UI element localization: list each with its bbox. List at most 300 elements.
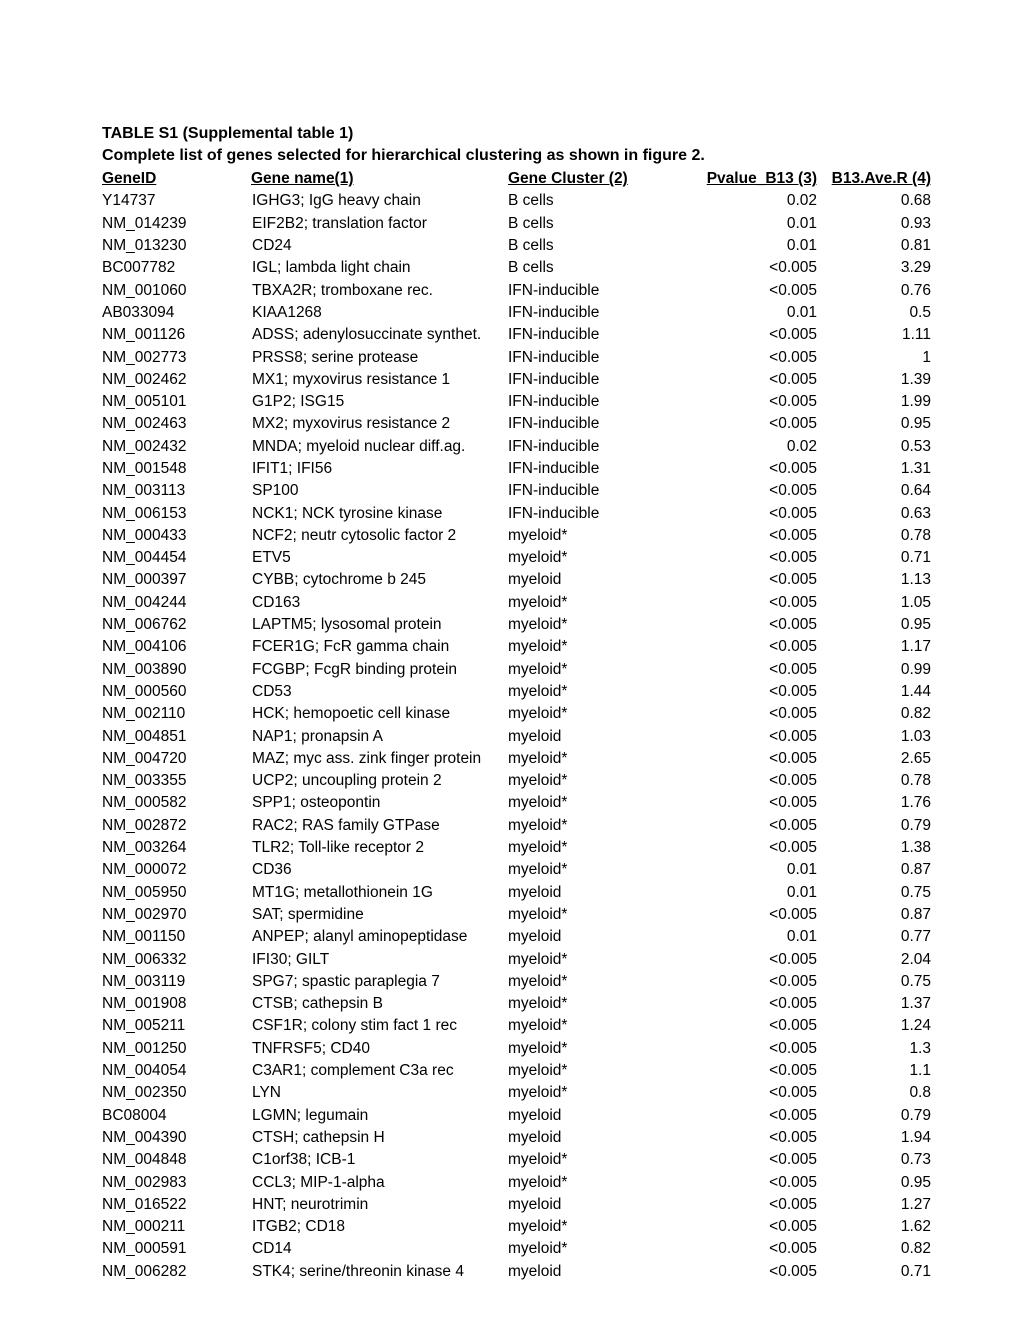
cell-pvalue: 0.01 (786, 861, 817, 879)
table-row (101, 1149, 932, 1171)
cell-gene-name: SPP1; osteopontin (252, 794, 381, 812)
cell-gene-name: PRSS8; serine protease (252, 348, 419, 366)
cell-gene-name: IGHG3; IgG heavy chain (252, 192, 421, 210)
cell-gene-id: NM_003264 (102, 839, 187, 857)
cell-gene-cluster: myeloid* (508, 1218, 568, 1236)
cell-pvalue: <0.005 (769, 593, 817, 611)
cell-ave-r: 0.82 (900, 1240, 931, 1258)
cell-gene-id: NM_004244 (102, 593, 187, 611)
cell-gene-id: NM_002983 (102, 1173, 187, 1191)
cell-gene-cluster: IFN-inducible (508, 303, 600, 321)
cell-gene-cluster: IFN-inducible (508, 504, 600, 522)
cell-gene-id: NM_014239 (102, 214, 187, 232)
cell-gene-id: NM_001060 (102, 281, 187, 299)
cell-gene-cluster: myeloid (508, 1195, 562, 1213)
cell-pvalue: <0.005 (769, 504, 817, 522)
table-row (101, 480, 932, 502)
header-gene-id: GeneID (102, 170, 157, 188)
cell-gene-cluster: myeloid* (508, 861, 568, 879)
cell-ave-r: 1.1 (909, 1062, 931, 1080)
cell-pvalue: <0.005 (769, 1106, 817, 1124)
cell-gene-id: NM_001908 (102, 995, 187, 1013)
table-row (101, 569, 932, 591)
cell-gene-name: CTSH; cathepsin H (252, 1128, 385, 1146)
cell-pvalue: <0.005 (769, 950, 817, 968)
cell-gene-name: LAPTM5; lysosomal protein (252, 616, 442, 634)
cell-gene-cluster: IFN-inducible (508, 348, 600, 366)
header-gene-name: Gene name(1) (251, 170, 354, 188)
cell-gene-id: NM_004851 (102, 727, 187, 745)
cell-gene-cluster: myeloid (508, 1262, 562, 1280)
cell-gene-cluster: IFN-inducible (508, 393, 600, 411)
cell-gene-id: NM_004106 (102, 638, 187, 656)
cell-pvalue: <0.005 (769, 727, 817, 745)
cell-ave-r: 0.8 (909, 1084, 931, 1102)
cell-gene-name: MAZ; myc ass. zink finger protein (252, 749, 482, 767)
cell-gene-id: NM_004720 (102, 749, 187, 767)
table-row (101, 547, 932, 569)
cell-ave-r: 0.87 (900, 905, 931, 923)
cell-pvalue: 0.02 (786, 437, 817, 455)
table-row (101, 346, 932, 368)
cell-gene-cluster: myeloid* (508, 638, 568, 656)
table-row (101, 1104, 932, 1126)
cell-gene-cluster: B cells (508, 214, 554, 232)
cell-gene-name: IFI30; GILT (252, 950, 330, 968)
cell-pvalue: <0.005 (769, 972, 817, 990)
cell-gene-cluster: IFN-inducible (508, 460, 600, 477)
cell-gene-id: NM_001150 (102, 928, 186, 946)
table-row (101, 815, 932, 837)
cell-ave-r: 1.13 (900, 571, 931, 589)
cell-gene-name: NAP1; pronapsin A (252, 727, 383, 745)
table-row (101, 904, 932, 926)
cell-ave-r: 0.71 (900, 1262, 931, 1280)
cell-gene-cluster: myeloid (508, 883, 562, 901)
cell-pvalue: <0.005 (769, 571, 817, 589)
cell-ave-r: 0.75 (900, 883, 931, 901)
cell-gene-id: NM_002110 (102, 705, 186, 723)
cell-gene-name: FCGBP; FcgR binding protein (252, 660, 458, 678)
cell-ave-r: 1.27 (900, 1195, 931, 1213)
table-row (101, 1261, 932, 1283)
cell-gene-cluster: B cells (508, 237, 554, 255)
cell-gene-id: NM_002463 (102, 415, 187, 433)
table-row (101, 1238, 932, 1260)
cell-ave-r: 0.81 (900, 237, 931, 255)
cell-gene-id: NM_002970 (102, 905, 187, 923)
cell-pvalue: <0.005 (769, 1262, 817, 1280)
cell-gene-cluster: B cells (508, 259, 554, 277)
cell-gene-id: NM_003113 (102, 482, 186, 500)
cell-gene-id: NM_000397 (102, 571, 187, 589)
cell-ave-r: 0.78 (900, 526, 931, 544)
cell-gene-id: Y14737 (102, 192, 156, 210)
table-row (101, 1082, 932, 1104)
cell-pvalue: <0.005 (769, 616, 817, 634)
cell-pvalue: 0.01 (786, 214, 817, 232)
cell-gene-name: C3AR1; complement C3a rec (252, 1062, 454, 1080)
cell-gene-name: IFIT1; IFI56 (252, 460, 333, 477)
table-row (101, 1015, 932, 1037)
cell-gene-cluster: myeloid (508, 727, 562, 745)
cell-gene-cluster: myeloid* (508, 549, 568, 567)
cell-ave-r: 0.63 (900, 504, 931, 522)
cell-pvalue: 0.01 (786, 883, 817, 901)
cell-gene-id: NM_002432 (102, 437, 187, 455)
cell-gene-name: CYBB; cytochrome b 245 (252, 571, 427, 589)
table-row (101, 1038, 932, 1060)
cell-gene-cluster: myeloid* (508, 705, 568, 723)
cell-gene-cluster: myeloid* (508, 682, 568, 700)
cell-pvalue: <0.005 (769, 1240, 817, 1258)
table-row (101, 926, 932, 948)
table-row (101, 614, 932, 636)
cell-ave-r: 1.05 (900, 593, 931, 611)
cell-gene-id: NM_003355 (102, 772, 187, 790)
cell-ave-r: 0.5 (909, 303, 931, 321)
table-row (101, 882, 932, 904)
table-row (101, 859, 932, 881)
cell-gene-cluster: myeloid* (508, 972, 568, 990)
cell-gene-cluster: myeloid (508, 571, 562, 589)
cell-gene-id: NM_016522 (102, 1195, 187, 1213)
table-row (101, 792, 932, 814)
cell-ave-r: 1.62 (900, 1218, 931, 1236)
cell-gene-name: CD163 (252, 593, 301, 611)
table-body (101, 190, 932, 1283)
cell-gene-name: SAT; spermidine (252, 905, 364, 923)
cell-gene-id: NM_002773 (102, 348, 187, 366)
cell-gene-name: FCER1G; FcR gamma chain (252, 638, 450, 656)
cell-gene-id: NM_013230 (102, 237, 187, 255)
cell-ave-r: 1.76 (900, 794, 931, 812)
cell-gene-id: BC08004 (102, 1106, 167, 1124)
cell-gene-name: SP100 (252, 482, 299, 500)
cell-pvalue: 0.01 (786, 237, 817, 255)
cell-gene-name: CD24 (252, 237, 292, 255)
cell-gene-cluster: myeloid* (508, 816, 568, 834)
cell-gene-cluster: myeloid* (508, 1173, 568, 1191)
cell-pvalue: <0.005 (769, 638, 817, 656)
cell-gene-id: NM_006762 (102, 616, 187, 634)
cell-gene-cluster: myeloid* (508, 1240, 568, 1258)
cell-ave-r: 0.93 (900, 214, 931, 232)
cell-pvalue: <0.005 (769, 1173, 817, 1191)
cell-ave-r: 1.94 (900, 1128, 931, 1146)
cell-gene-name: NCK1; NCK tyrosine kinase (252, 504, 443, 522)
cell-ave-r: 1.44 (900, 682, 931, 700)
cell-gene-cluster: myeloid* (508, 616, 568, 634)
cell-gene-name: ANPEP; alanyl aminopeptidase (252, 928, 468, 946)
table-row (101, 525, 932, 547)
table-row (101, 190, 932, 212)
cell-gene-cluster: myeloid* (508, 995, 568, 1013)
cell-ave-r: 1.11 (901, 326, 931, 344)
cell-ave-r: 0.77 (900, 928, 931, 946)
header-gene-cluster: Gene Cluster (2) (508, 170, 628, 188)
cell-gene-name: CD36 (252, 861, 292, 879)
cell-gene-id: NM_006282 (102, 1262, 187, 1280)
cell-gene-name: LYN (252, 1084, 282, 1102)
cell-gene-cluster: myeloid* (508, 1017, 568, 1035)
table-row (101, 502, 932, 524)
cell-ave-r: 1.37 (900, 995, 931, 1013)
cell-pvalue: <0.005 (769, 995, 817, 1013)
cell-gene-name: CCL3; MIP-1-alpha (252, 1173, 385, 1191)
table-row (101, 592, 932, 614)
table-row (101, 1171, 932, 1193)
table-row (101, 725, 932, 747)
cell-ave-r: 1.99 (900, 393, 931, 411)
cell-pvalue: <0.005 (769, 905, 817, 923)
cell-pvalue: <0.005 (769, 482, 817, 500)
cell-ave-r: 2.04 (900, 950, 931, 968)
table-row (101, 837, 932, 859)
table-row (101, 413, 932, 435)
cell-gene-name: G1P2; ISG15 (252, 393, 345, 411)
table-row (101, 213, 932, 235)
cell-gene-cluster: IFN-inducible (508, 281, 600, 299)
cell-pvalue: 0.02 (786, 192, 817, 210)
cell-pvalue: <0.005 (769, 1017, 817, 1035)
cell-pvalue: <0.005 (769, 682, 817, 700)
table-row (101, 971, 932, 993)
cell-ave-r: 0.75 (900, 972, 931, 990)
cell-gene-id: NM_004054 (102, 1062, 187, 1080)
table-subtitle: Complete list of genes selected for hierarchical clustering as shown in figure 2. (102, 147, 705, 164)
cell-ave-r: 3.29 (900, 259, 931, 277)
cell-ave-r: 0.79 (900, 816, 931, 834)
cell-gene-name: MX1; myxovirus resistance 1 (252, 370, 451, 388)
cell-gene-cluster: B cells (508, 192, 554, 210)
cell-pvalue: <0.005 (769, 415, 817, 433)
cell-gene-id: NM_002462 (102, 370, 187, 388)
cell-gene-id: NM_004454 (102, 549, 187, 567)
cell-gene-id: NM_001250 (102, 1039, 187, 1057)
cell-gene-name: C1orf38; ICB-1 (252, 1151, 356, 1169)
cell-pvalue: <0.005 (769, 705, 817, 723)
table-row (101, 948, 932, 970)
cell-ave-r: 0.95 (900, 1173, 931, 1191)
cell-gene-id: NM_004390 (102, 1128, 187, 1146)
cell-gene-id: NM_001548 (102, 460, 187, 477)
cell-gene-id: NM_005101 (102, 393, 187, 411)
header-pvalue: Pvalue_B13 (3) (706, 170, 817, 188)
cell-gene-cluster: myeloid* (508, 1062, 568, 1080)
cell-pvalue: <0.005 (769, 660, 817, 678)
cell-gene-name: CD14 (252, 1240, 292, 1258)
cell-gene-cluster: myeloid* (508, 1039, 568, 1057)
cell-gene-name: TBXA2R; tromboxane rec. (252, 281, 433, 299)
table-row (101, 659, 932, 681)
cell-gene-cluster: myeloid* (508, 749, 568, 767)
cell-pvalue: <0.005 (769, 1195, 817, 1213)
cell-ave-r: 0.76 (900, 281, 931, 299)
cell-pvalue: <0.005 (769, 839, 817, 857)
header-ave-r: B13.Ave.R (4) (831, 170, 931, 188)
cell-gene-id: BC007782 (102, 259, 176, 277)
cell-gene-cluster: myeloid* (508, 660, 568, 678)
cell-ave-r: 0.68 (900, 192, 931, 210)
cell-pvalue: <0.005 (769, 259, 817, 277)
cell-gene-id: NM_003119 (102, 972, 186, 990)
cell-gene-id: NM_000211 (102, 1218, 186, 1236)
cell-gene-cluster: myeloid* (508, 1151, 568, 1169)
cell-gene-id: NM_001126 (102, 326, 186, 344)
cell-ave-r: 0.78 (900, 772, 931, 790)
cell-gene-id: NM_002350 (102, 1084, 187, 1102)
table-row (101, 770, 932, 792)
cell-pvalue: <0.005 (769, 348, 817, 366)
cell-pvalue: <0.005 (769, 549, 817, 567)
cell-ave-r: 0.73 (900, 1151, 931, 1169)
cell-ave-r: 2.65 (900, 749, 931, 767)
table-row (101, 302, 932, 324)
cell-gene-id: NM_006332 (102, 950, 187, 968)
table-row (101, 681, 932, 703)
cell-gene-name: CSF1R; colony stim fact 1 rec (252, 1017, 458, 1035)
cell-gene-cluster: myeloid* (508, 593, 568, 611)
cell-pvalue: <0.005 (769, 794, 817, 812)
cell-gene-name: HNT; neurotrimin (252, 1195, 369, 1213)
cell-gene-cluster: myeloid* (508, 1084, 568, 1102)
table-row (101, 1194, 932, 1216)
cell-gene-cluster: myeloid* (508, 794, 568, 812)
cell-gene-id: NM_000072 (102, 861, 187, 879)
cell-gene-name: TLR2; Toll-like receptor 2 (252, 839, 425, 857)
cell-gene-name: TNFRSF5; CD40 (252, 1039, 370, 1057)
table-row (101, 369, 932, 391)
cell-gene-id: NM_004848 (102, 1151, 187, 1169)
cell-gene-cluster: IFN-inducible (508, 482, 600, 500)
table-row (101, 257, 932, 279)
cell-gene-name: LGMN; legumain (252, 1106, 369, 1124)
table-row (101, 1127, 932, 1149)
table-row (101, 279, 932, 301)
cell-gene-id: NM_000560 (102, 682, 187, 700)
cell-gene-cluster: myeloid* (508, 772, 568, 790)
cell-gene-name: ETV5 (252, 549, 291, 567)
cell-gene-name: SPG7; spastic paraplegia 7 (252, 972, 440, 990)
cell-gene-cluster: myeloid* (508, 950, 568, 968)
cell-ave-r: 0.53 (900, 437, 931, 455)
cell-pvalue: <0.005 (769, 526, 817, 544)
cell-gene-id: NM_003890 (102, 660, 187, 678)
cell-gene-id: NM_005950 (102, 883, 187, 901)
cell-gene-name: MNDA; myeloid nuclear diff.ag. (252, 437, 466, 455)
cell-gene-cluster: myeloid* (508, 905, 568, 923)
cell-gene-cluster: myeloid (508, 1106, 562, 1124)
cell-pvalue: <0.005 (769, 816, 817, 834)
cell-gene-name: NCF2; neutr cytosolic factor 2 (252, 526, 457, 544)
cell-pvalue: <0.005 (769, 1128, 817, 1146)
table-row (101, 458, 932, 480)
cell-ave-r: 0.95 (900, 616, 931, 634)
cell-pvalue: <0.005 (769, 1218, 817, 1236)
cell-gene-id: NM_006153 (102, 504, 187, 522)
cell-gene-name: CTSB; cathepsin B (252, 995, 383, 1013)
cell-ave-r: 1.38 (900, 839, 931, 857)
cell-gene-name: IGL; lambda light chain (252, 259, 411, 277)
cell-gene-cluster: myeloid (508, 1128, 562, 1146)
cell-gene-cluster: IFN-inducible (508, 415, 600, 433)
cell-pvalue: <0.005 (769, 1151, 817, 1169)
cell-ave-r: 1 (922, 348, 931, 366)
cell-gene-name: HCK; hemopoetic cell kinase (252, 705, 451, 723)
table-row (101, 1060, 932, 1082)
cell-gene-name: ITGB2; CD18 (252, 1218, 346, 1236)
cell-gene-name: ADSS; adenylosuccinate synthet. (252, 326, 482, 344)
cell-gene-cluster: IFN-inducible (508, 437, 600, 455)
cell-ave-r: 0.99 (900, 660, 931, 678)
table-header-row (101, 168, 932, 190)
cell-gene-name: CD53 (252, 682, 292, 700)
cell-gene-name: KIAA1268 (252, 303, 322, 321)
table-row (101, 391, 932, 413)
cell-ave-r: 0.71 (900, 549, 931, 567)
cell-pvalue: <0.005 (769, 772, 817, 790)
cell-ave-r: 1.39 (900, 370, 931, 388)
cell-ave-r: 0.79 (900, 1106, 931, 1124)
cell-gene-name: RAC2; RAS family GTPase (252, 816, 440, 834)
cell-gene-cluster: myeloid* (508, 839, 568, 857)
table-title: TABLE S1 (Supplemental table 1) (102, 125, 354, 142)
cell-pvalue: <0.005 (769, 1062, 817, 1080)
gene-table (101, 168, 932, 1283)
cell-gene-name: MX2; myxovirus resistance 2 (252, 415, 451, 433)
cell-pvalue: <0.005 (769, 460, 817, 477)
cell-ave-r: 0.82 (900, 705, 931, 723)
cell-pvalue: <0.005 (769, 370, 817, 388)
table-row (101, 1216, 932, 1238)
cell-ave-r: 1.3 (909, 1039, 931, 1057)
cell-gene-id: NM_002872 (102, 816, 187, 834)
cell-gene-cluster: IFN-inducible (508, 326, 600, 344)
table-row (101, 324, 932, 346)
cell-ave-r: 1.31 (900, 460, 931, 477)
cell-ave-r: 0.64 (900, 482, 931, 500)
cell-gene-id: NM_000582 (102, 794, 187, 812)
cell-gene-name: UCP2; uncoupling protein 2 (252, 772, 442, 790)
table-row (101, 636, 932, 658)
cell-gene-id: NM_000591 (102, 1240, 187, 1258)
table-row (101, 436, 932, 458)
cell-pvalue: <0.005 (769, 326, 817, 344)
cell-gene-name: EIF2B2; translation factor (252, 214, 427, 232)
cell-gene-name: MT1G; metallothionein 1G (252, 883, 433, 901)
cell-ave-r: 0.95 (900, 415, 931, 433)
cell-gene-cluster: myeloid* (508, 526, 568, 544)
table-row (101, 993, 932, 1015)
cell-gene-cluster: IFN-inducible (508, 370, 600, 388)
cell-pvalue: <0.005 (769, 393, 817, 411)
table-row (101, 748, 932, 770)
cell-gene-id: NM_000433 (102, 526, 187, 544)
cell-ave-r: 1.24 (900, 1017, 931, 1035)
cell-pvalue: <0.005 (769, 1039, 817, 1057)
cell-gene-id: NM_005211 (102, 1017, 186, 1035)
cell-pvalue: <0.005 (769, 1084, 817, 1102)
cell-pvalue: 0.01 (786, 928, 817, 946)
cell-ave-r: 1.17 (900, 638, 931, 656)
cell-ave-r: 0.87 (900, 861, 931, 879)
cell-pvalue: 0.01 (786, 303, 817, 321)
table-row (101, 235, 932, 257)
cell-ave-r: 1.03 (900, 727, 931, 745)
cell-pvalue: <0.005 (769, 749, 817, 767)
cell-pvalue: <0.005 (769, 281, 817, 299)
